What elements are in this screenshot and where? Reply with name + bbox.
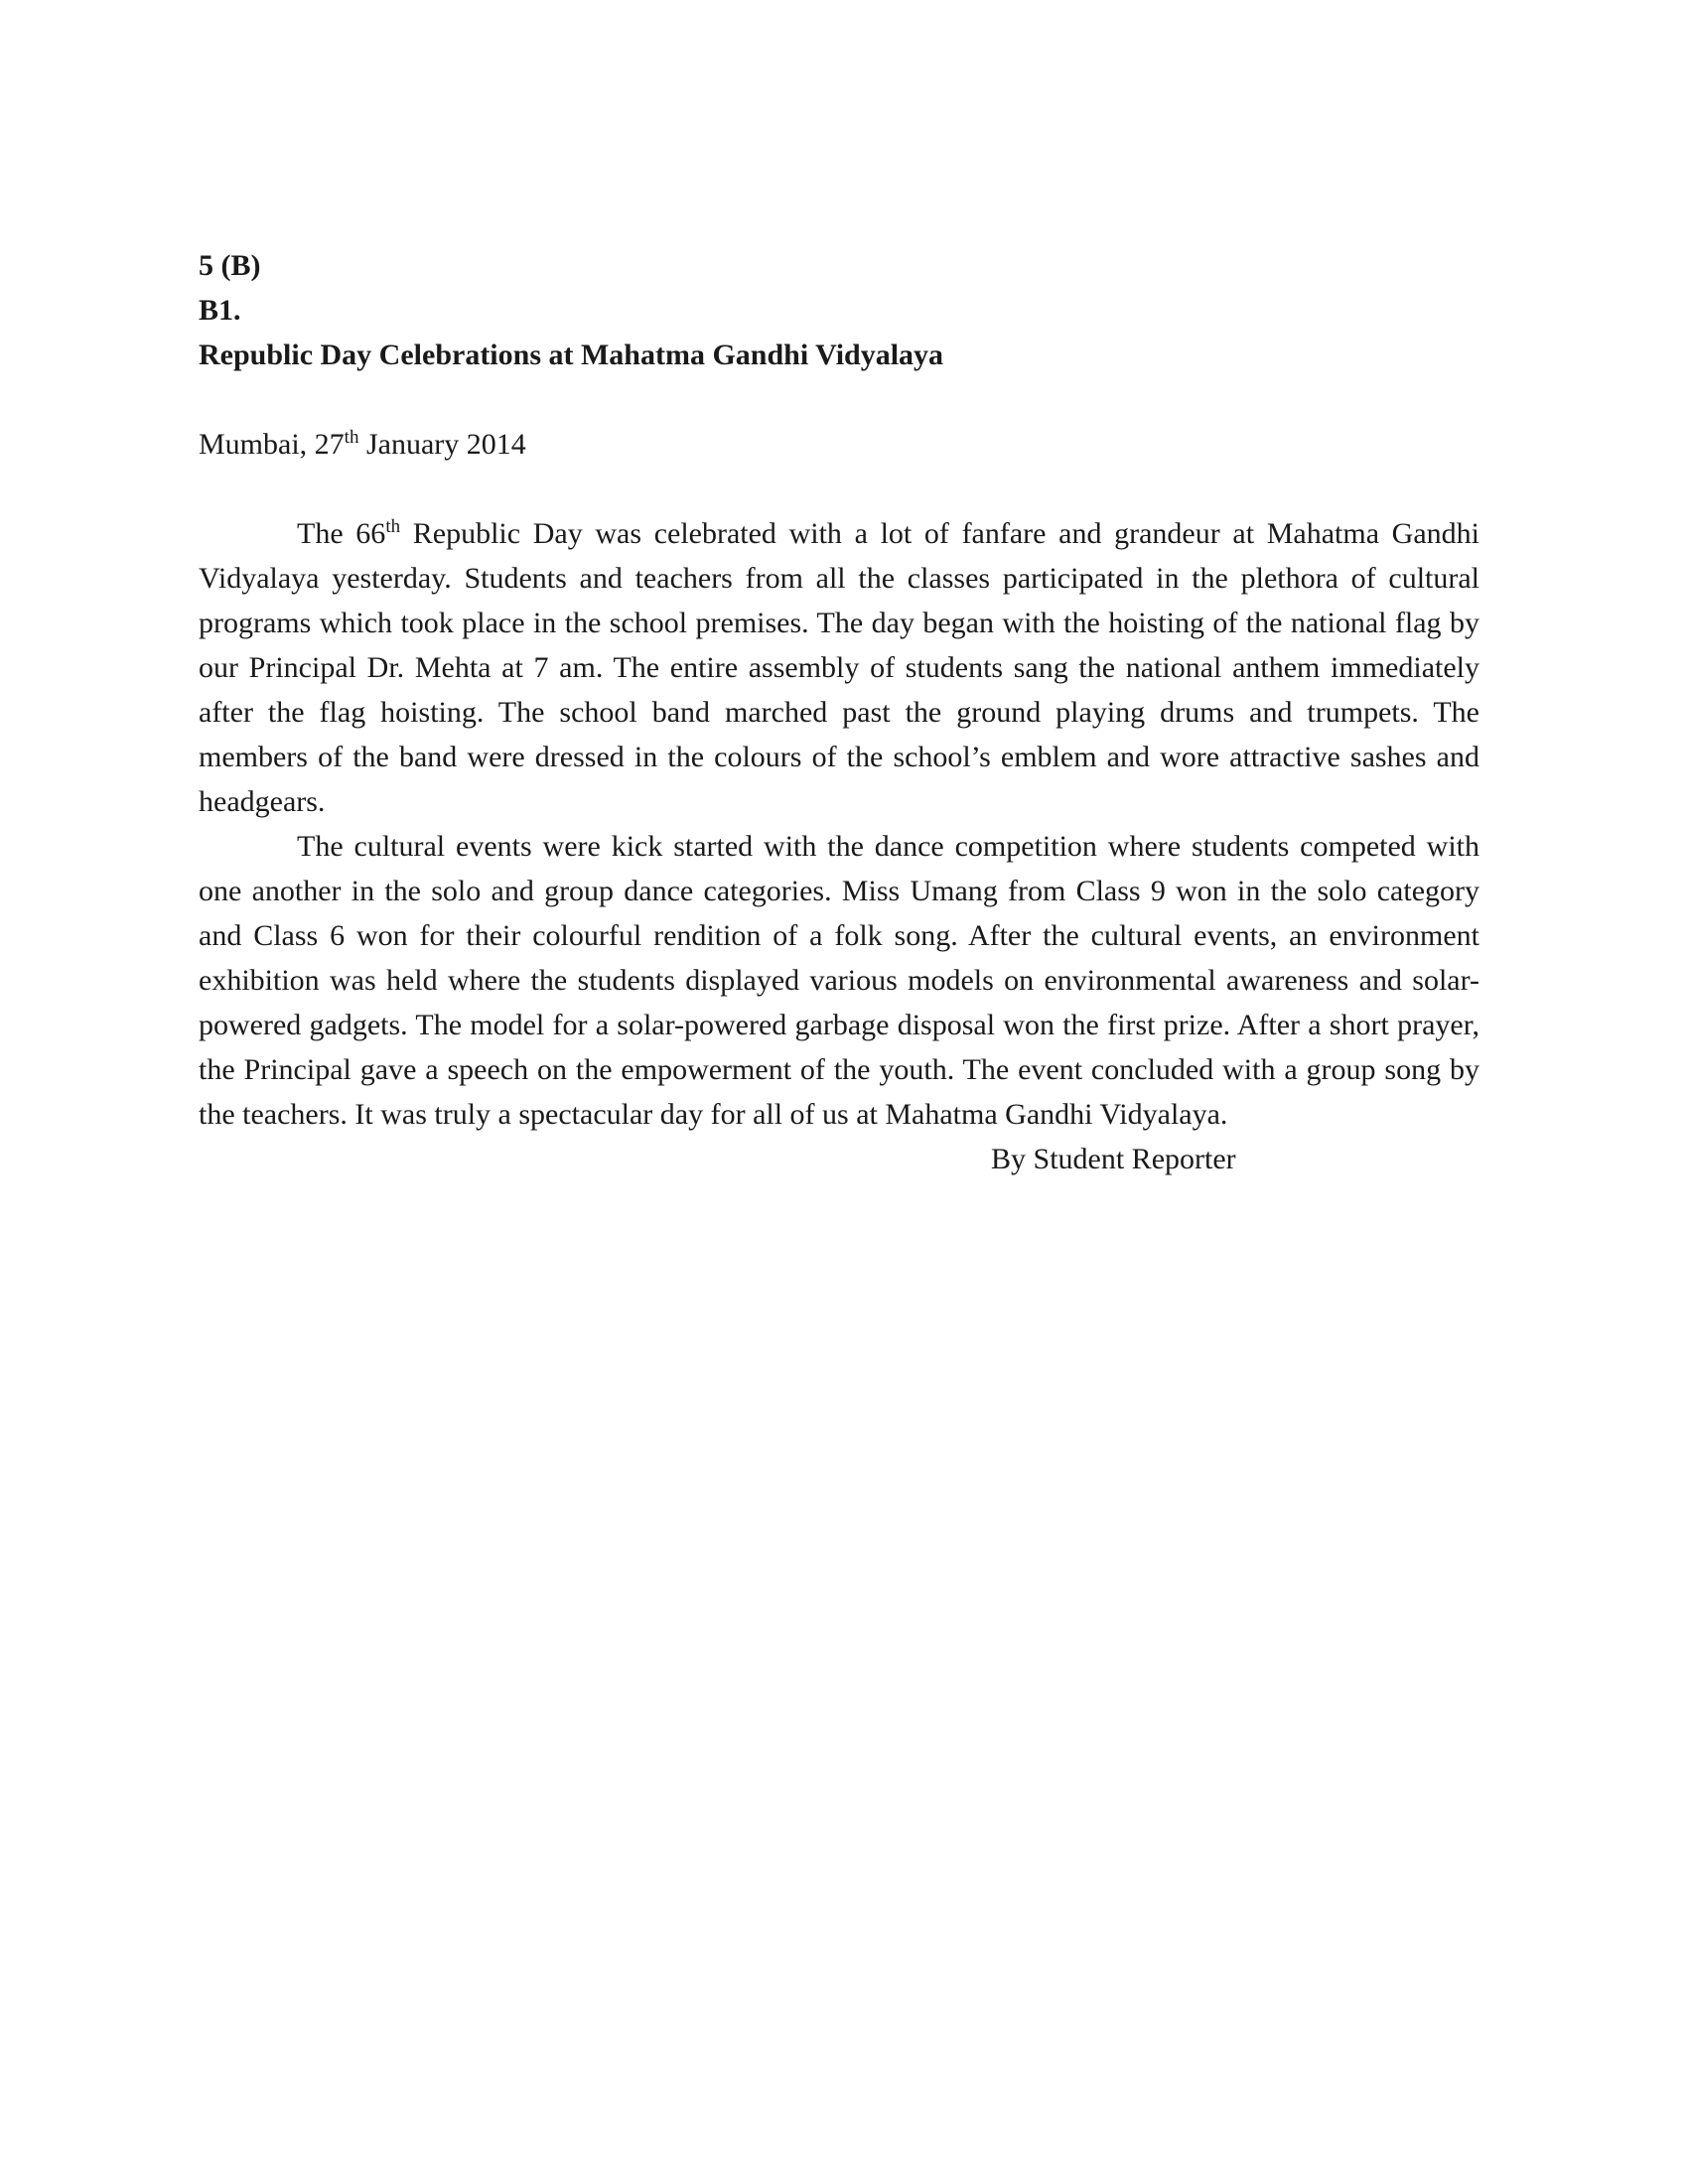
paragraph-1 — [199, 511, 1479, 824]
dateline — [199, 422, 1479, 467]
dateline-place-day: Mumbai, 27 — [199, 428, 345, 461]
paragraph-1-prefix: The 66 — [297, 517, 386, 550]
paragraph-1-text: Republic Day was celebrated with a lot of fanfare and grandeur at Mahatma Gandhi Vidyalaya yesterday. Students and teachers from all the classes participated in the plethora of cultural programs which took place in the school premises. The day began with the hoisting of the national flag by our Principal Dr. Mehta at 7 am. The entire assembly of students sang the national anthem immediately after the flag hoisting. The school band marched past the ground playing drums and trumpets. The members of the band were dressed in the colours of the school’s emblem and wore attractive sashes and headgears. — [199, 517, 1479, 818]
document-page — [199, 243, 1479, 1181]
byline: By Student Reporter — [991, 1143, 1236, 1175]
question-number: 5 (B) — [199, 249, 261, 282]
paragraph-1-ordinal-suffix: th — [385, 516, 401, 537]
dateline-month-year: January 2014 — [358, 428, 526, 461]
dateline-day-suffix: th — [344, 427, 359, 448]
sub-question-number: B1. — [199, 294, 241, 327]
report-title: Republic Day Celebrations at Mahatma Gandhi Vidyalaya — [199, 339, 944, 371]
paragraph-2: The cultural events were kick started with the dance competition where students competed with one another in the solo and group dance categories. Miss Umang from Class 9 won in the solo category and Class 6 won for their colourful rendition of a folk song. After the cultural events, an environment exhibition was held where the students displayed various models on environmental awareness and solar-powered gadgets. The model for a solar-powered garbage disposal won the first prize. After a short prayer, the Principal gave a speech on the empowerment of the youth. The event concluded with a group song by the teachers. It was truly a spectacular day for all of us at Mahatma Gandhi Vidyalaya. — [199, 830, 1479, 1131]
